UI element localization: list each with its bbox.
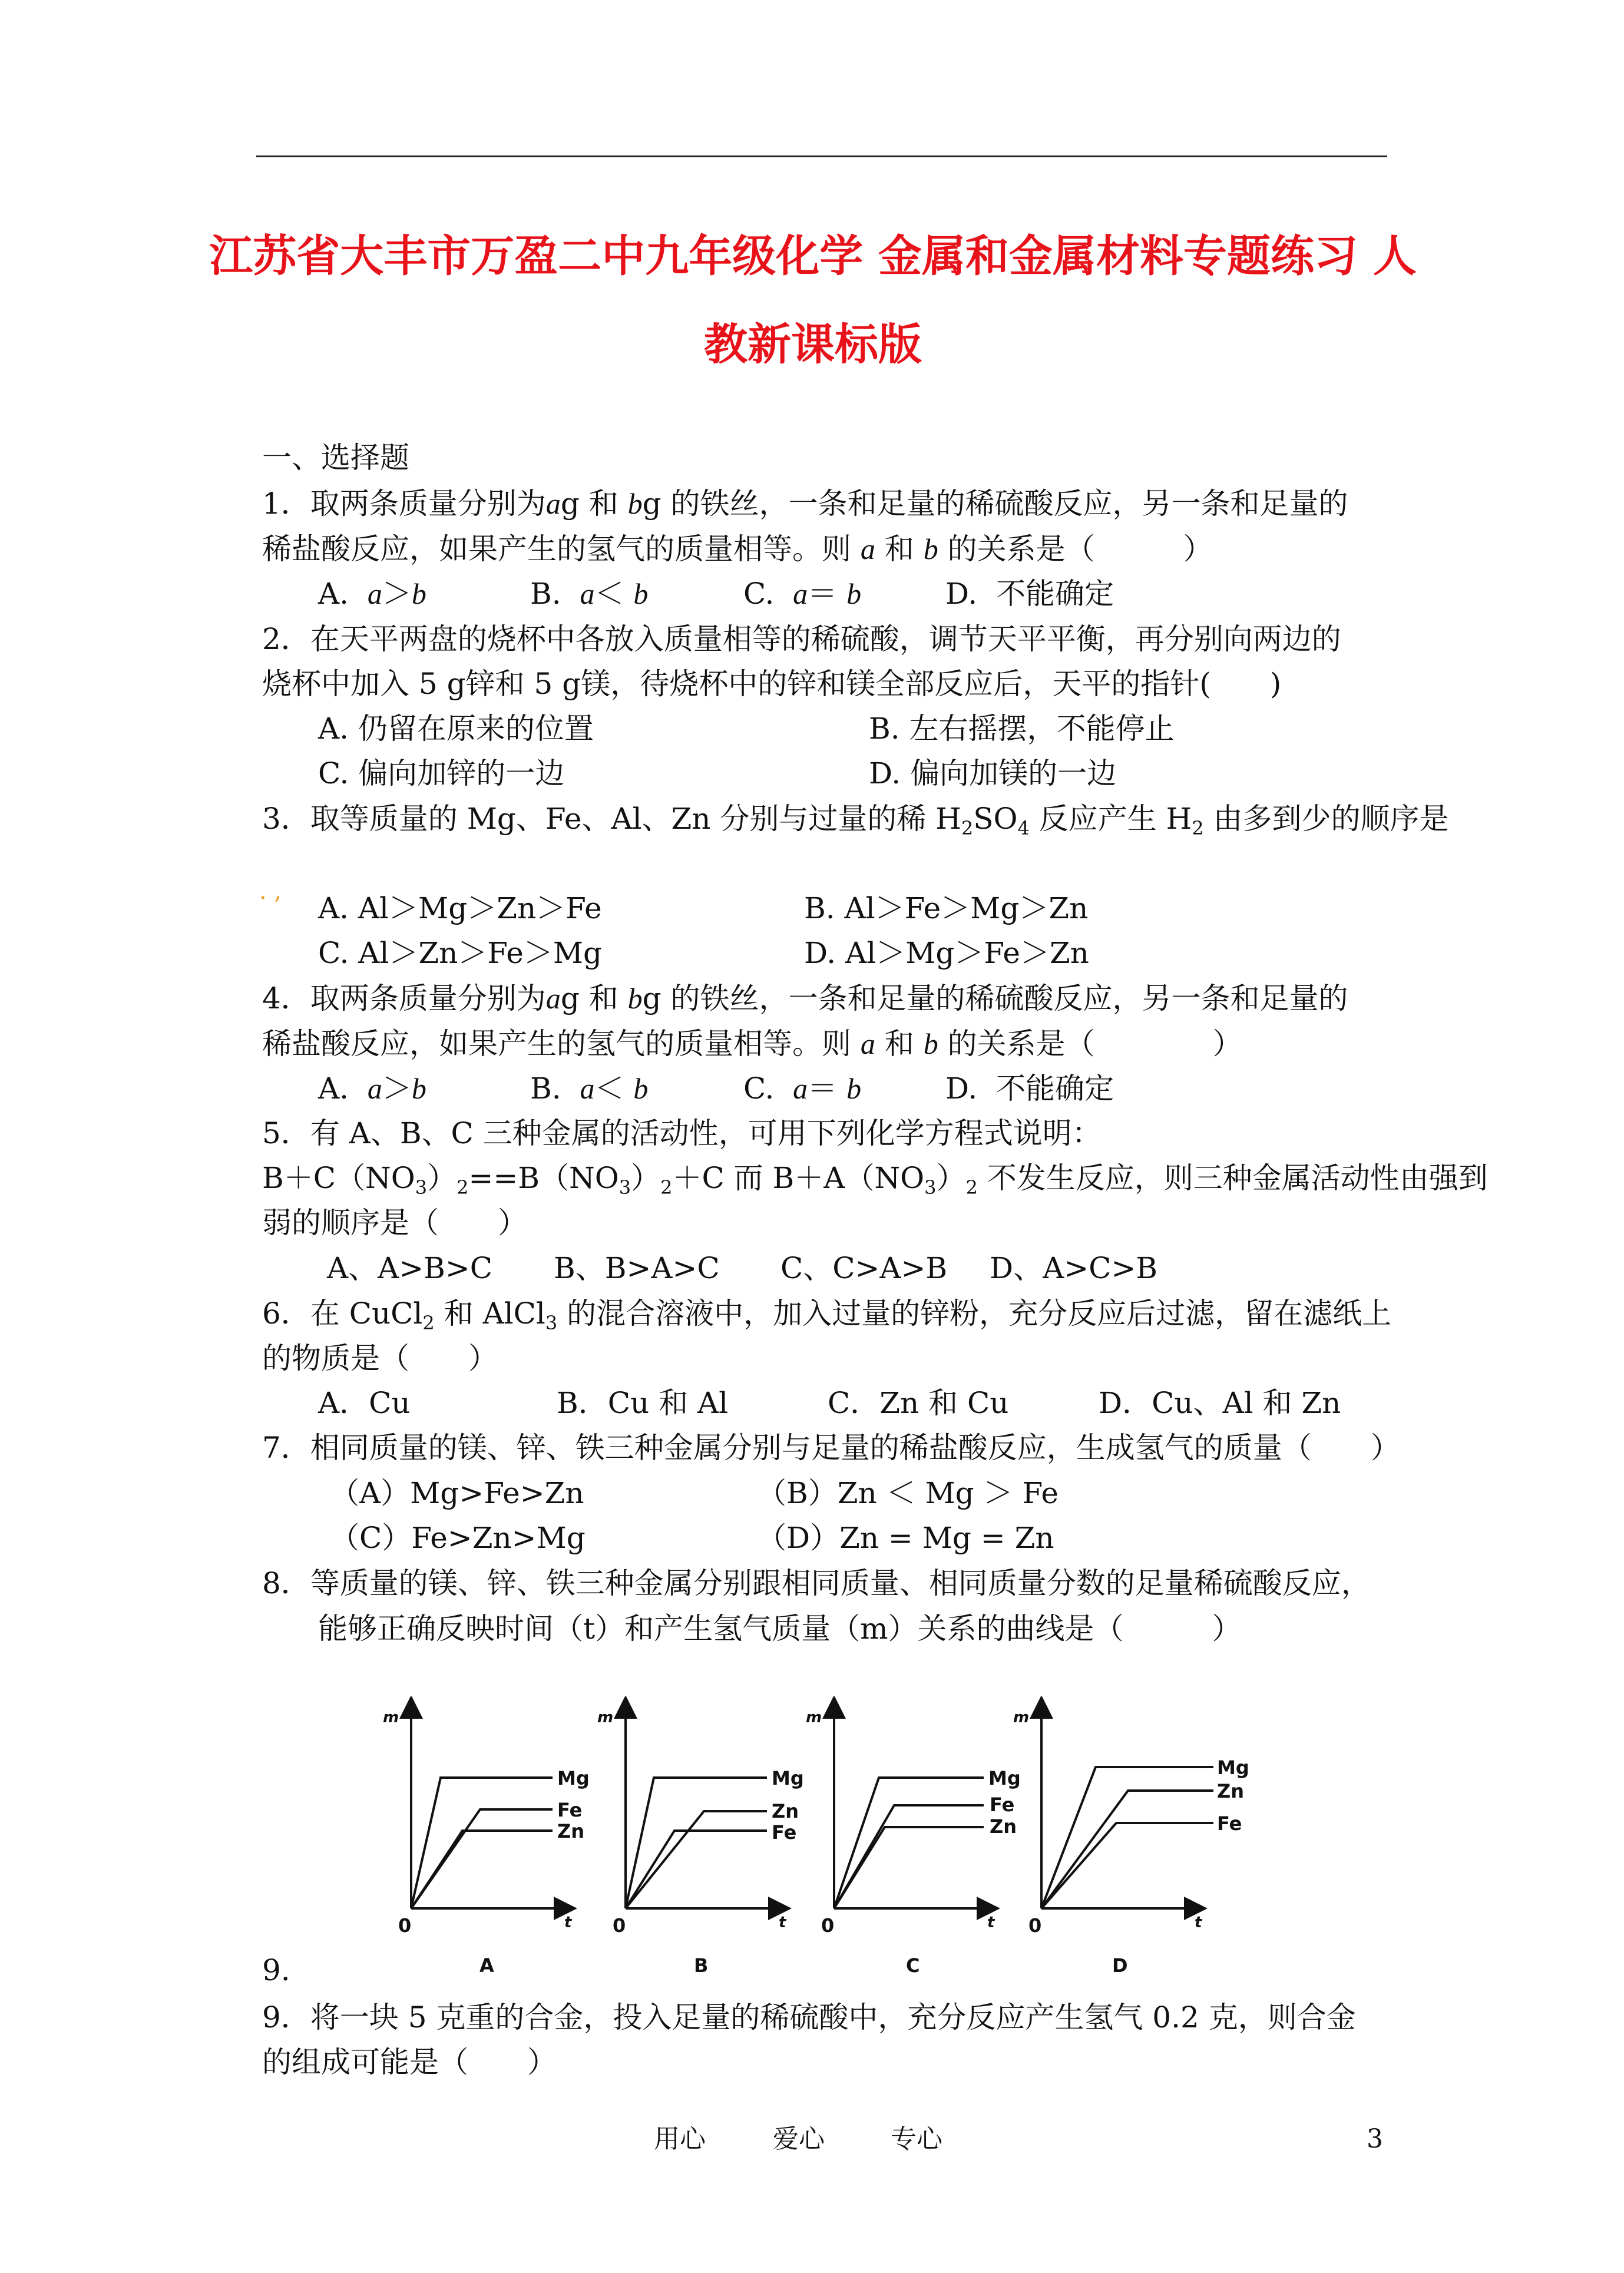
q5-option-d: D、A>C>B (990, 1251, 1157, 1285)
curve-label: Mg (557, 1767, 590, 1789)
axis-label-m: m (597, 1709, 614, 1726)
page-title-line-1: 江苏省大丰市万盈二中九年级化学 金属和金属材料专题练习 人 (209, 231, 1417, 282)
q2-option-a: A. 仍留在原来的位置 (318, 712, 594, 746)
curve-fe (626, 1831, 767, 1908)
q8-graph-figure (377, 1696, 1296, 1979)
section-heading: 一、选择题 (262, 441, 409, 475)
q6-stem-line-1: 6．在 CuCl$_2$ 和 AlCl$_3$ 的混合溶液中，加入过量的锌粉，充分反应后过滤，留在滤纸上 (262, 1296, 1392, 1334)
curve-label: Fe (557, 1799, 583, 1821)
q8-stem-line-1: 8．等质量的镁、锌、铁三种金属分别跟相同质量、相同质量分数的足量稀硫酸反应， (262, 1566, 1371, 1600)
footer-text-right: 专心 (891, 2124, 942, 2154)
q1-option-b: B. a＜ b (530, 577, 649, 611)
q3-option-b: B. Al＞Fe＞Mg＞Zn (804, 891, 1089, 925)
q5-stem-line-3: 弱的顺序是（ ） (262, 1206, 527, 1240)
axis-label-m: m (1013, 1709, 1030, 1726)
q3-option-d: D. Al＞Mg＞Fe＞Zn (804, 936, 1089, 970)
q7-option-a: （A）Mg>Fe>Zn (330, 1476, 584, 1510)
curve-fe (834, 1805, 984, 1908)
panel-label: B (694, 1954, 709, 1977)
q4-option-b: B. a＜ b (530, 1071, 649, 1106)
q5-option-c: C、C>A>B (780, 1251, 948, 1285)
q2-option-d: D. 偏向加镁的一边 (869, 756, 1117, 790)
q8-stem-line-2: 能够正确反映时间（t）和产生氢气质量（m）关系的曲线是（ ） (318, 1612, 1242, 1646)
q1-option-d: D. 不能确定 (945, 577, 1114, 611)
panel-label: D (1112, 1954, 1128, 1977)
curve-label: Zn (1217, 1780, 1244, 1802)
graph-panel-b (626, 1707, 780, 1908)
q3-option-c: C. Al＞Zn＞Fe＞Mg (318, 936, 603, 970)
curve-fe (411, 1809, 553, 1908)
curve-zn (626, 1811, 767, 1908)
curve-label: Mg (988, 1767, 1021, 1789)
curve-label: Fe (772, 1821, 797, 1844)
curve-label: Zn (772, 1800, 799, 1822)
question-9-marker: 9. (262, 1953, 290, 1987)
q7-stem: 7．相同质量的镁、锌、铁三种金属分别与足量的稀盐酸反应，生成氢气的质量（ ） (262, 1431, 1400, 1465)
q9-stem-line-1: 9．将一块 5 克重的合金，投入足量的稀硫酸中，充分反应产生氢气 0.2 克，则合金 (262, 2000, 1356, 2034)
panel-label: C (906, 1954, 920, 1977)
q1-stem-line-1: 1．取两条质量分别为ag 和 bg 的铁丝，一条和足量的稀硫酸反应，另一条和足量的 (262, 487, 1348, 521)
q3-stem: 3．取等质量的 Mg、Fe、Al、Zn 分别与过量的稀 $H_2SO_4$ 反应产生 $H_2$ 由多到少的顺序是 (262, 802, 1449, 839)
q4-stem-line-1: 4．取两条质量分别为ag 和 bg 的铁丝，一条和足量的稀硫酸反应，另一条和足量的 (262, 981, 1348, 1015)
q6-option-d: D．Cu、Al 和 Zn (1099, 1386, 1341, 1420)
axis-label-t: t (779, 1914, 786, 1931)
q6-option-b: B．Cu 和 Al (557, 1386, 729, 1420)
q5-stem-line-1: 5．有 A、B、C 三种金属的活动性，可用下列化学方程式说明： (262, 1116, 1102, 1150)
origin-label: 0 (1028, 1914, 1042, 1937)
q1-stem-line-2: 稀盐酸反应，如果产生的氢气的质量相等。则 a 和 b 的关系是（ ） (262, 532, 1213, 566)
q2-stem-line-1: 2．在天平两盘的烧杯中各放入质量相等的稀硫酸，调节天平平衡，再分别向两边的 (262, 622, 1341, 656)
curve-label: Mg (1217, 1756, 1249, 1779)
q2-option-c: C. 偏向加锌的一边 (318, 756, 565, 790)
curve-fe (1041, 1823, 1213, 1908)
graph-panel-a (411, 1707, 565, 1908)
q4-option-d: D. 不能确定 (945, 1071, 1114, 1106)
q3-stray-marks: . , (259, 878, 282, 905)
q4-option-a: A. a＞b (318, 1071, 426, 1106)
origin-label: 0 (613, 1914, 626, 1937)
axis-label-m: m (806, 1709, 822, 1726)
curve-label: Mg (772, 1767, 804, 1789)
graph-panel-d (1041, 1707, 1213, 1908)
curve-label: Zn (557, 1820, 584, 1842)
q7-option-b: （B）Zn ＜ Mg ＞ Fe (757, 1476, 1059, 1510)
curve-zn (1041, 1791, 1213, 1908)
curve-label: Fe (990, 1794, 1015, 1816)
page-title-line-2: 教新课标版 (704, 319, 922, 370)
page-number: 3 (1367, 2124, 1383, 2154)
panel-label: A (479, 1954, 494, 1977)
header-rule (256, 155, 1387, 157)
axis-label-m: m (383, 1709, 399, 1726)
graph-panel-c (834, 1707, 988, 1908)
q5-option-a: A、A>B>C (327, 1251, 493, 1285)
curve-mg (411, 1778, 553, 1908)
q1-option-a: A. a＞b (318, 577, 426, 611)
axis-label-t: t (987, 1914, 995, 1931)
curve-zn (411, 1831, 553, 1908)
footer-text-left: 用心 (654, 2124, 706, 2154)
footer-text-middle: 爱心 (773, 2124, 825, 2154)
curve-mg (834, 1778, 984, 1908)
axis-label-t: t (1195, 1914, 1202, 1931)
q9-stem-line-2: 的组成可能是（ ） (262, 2045, 557, 2079)
q6-stem-line-2: 的物质是（ ） (262, 1341, 498, 1375)
curve-label: Zn (990, 1815, 1017, 1838)
q4-option-c: C. a＝ b (743, 1071, 862, 1106)
q7-option-d: （D）Zn = Mg = Zn (757, 1521, 1054, 1555)
q1-option-c: C. a＝ b (743, 577, 862, 611)
q3-option-a: A. Al＞Mg＞Zn＞Fe (318, 891, 602, 925)
q5-stem-line-2: $B+C(NO_3)_2==B(NO_3)_2+C$ 而 $B+A(NO_3)_2$ 不发生反应，则三种金属活动性由强到 (262, 1161, 1488, 1199)
q6-option-c: C．Zn 和 Cu (828, 1386, 1009, 1420)
q4-stem-line-2: 稀盐酸反应，如果产生的氢气的质量相等。则 a 和 b 的关系是（ ） (262, 1027, 1242, 1061)
q6-option-a: A．Cu (318, 1386, 411, 1420)
q5-option-b: B、B>A>C (554, 1251, 720, 1285)
q7-option-c: （C）Fe>Zn>Mg (330, 1521, 586, 1555)
origin-label: 0 (398, 1914, 412, 1937)
origin-label: 0 (821, 1914, 835, 1937)
curve-mg (626, 1778, 767, 1908)
q2-option-b: B. 左右摇摆，不能停止 (869, 712, 1175, 746)
curve-label: Fe (1217, 1812, 1242, 1835)
curve-mg (1041, 1767, 1213, 1908)
axis-label-t: t (564, 1914, 572, 1931)
q2-stem-line-2: 烧杯中加入 5 g锌和 5 g镁，待烧杯中的锌和镁全部反应后，天平的指针( ) (262, 667, 1282, 701)
